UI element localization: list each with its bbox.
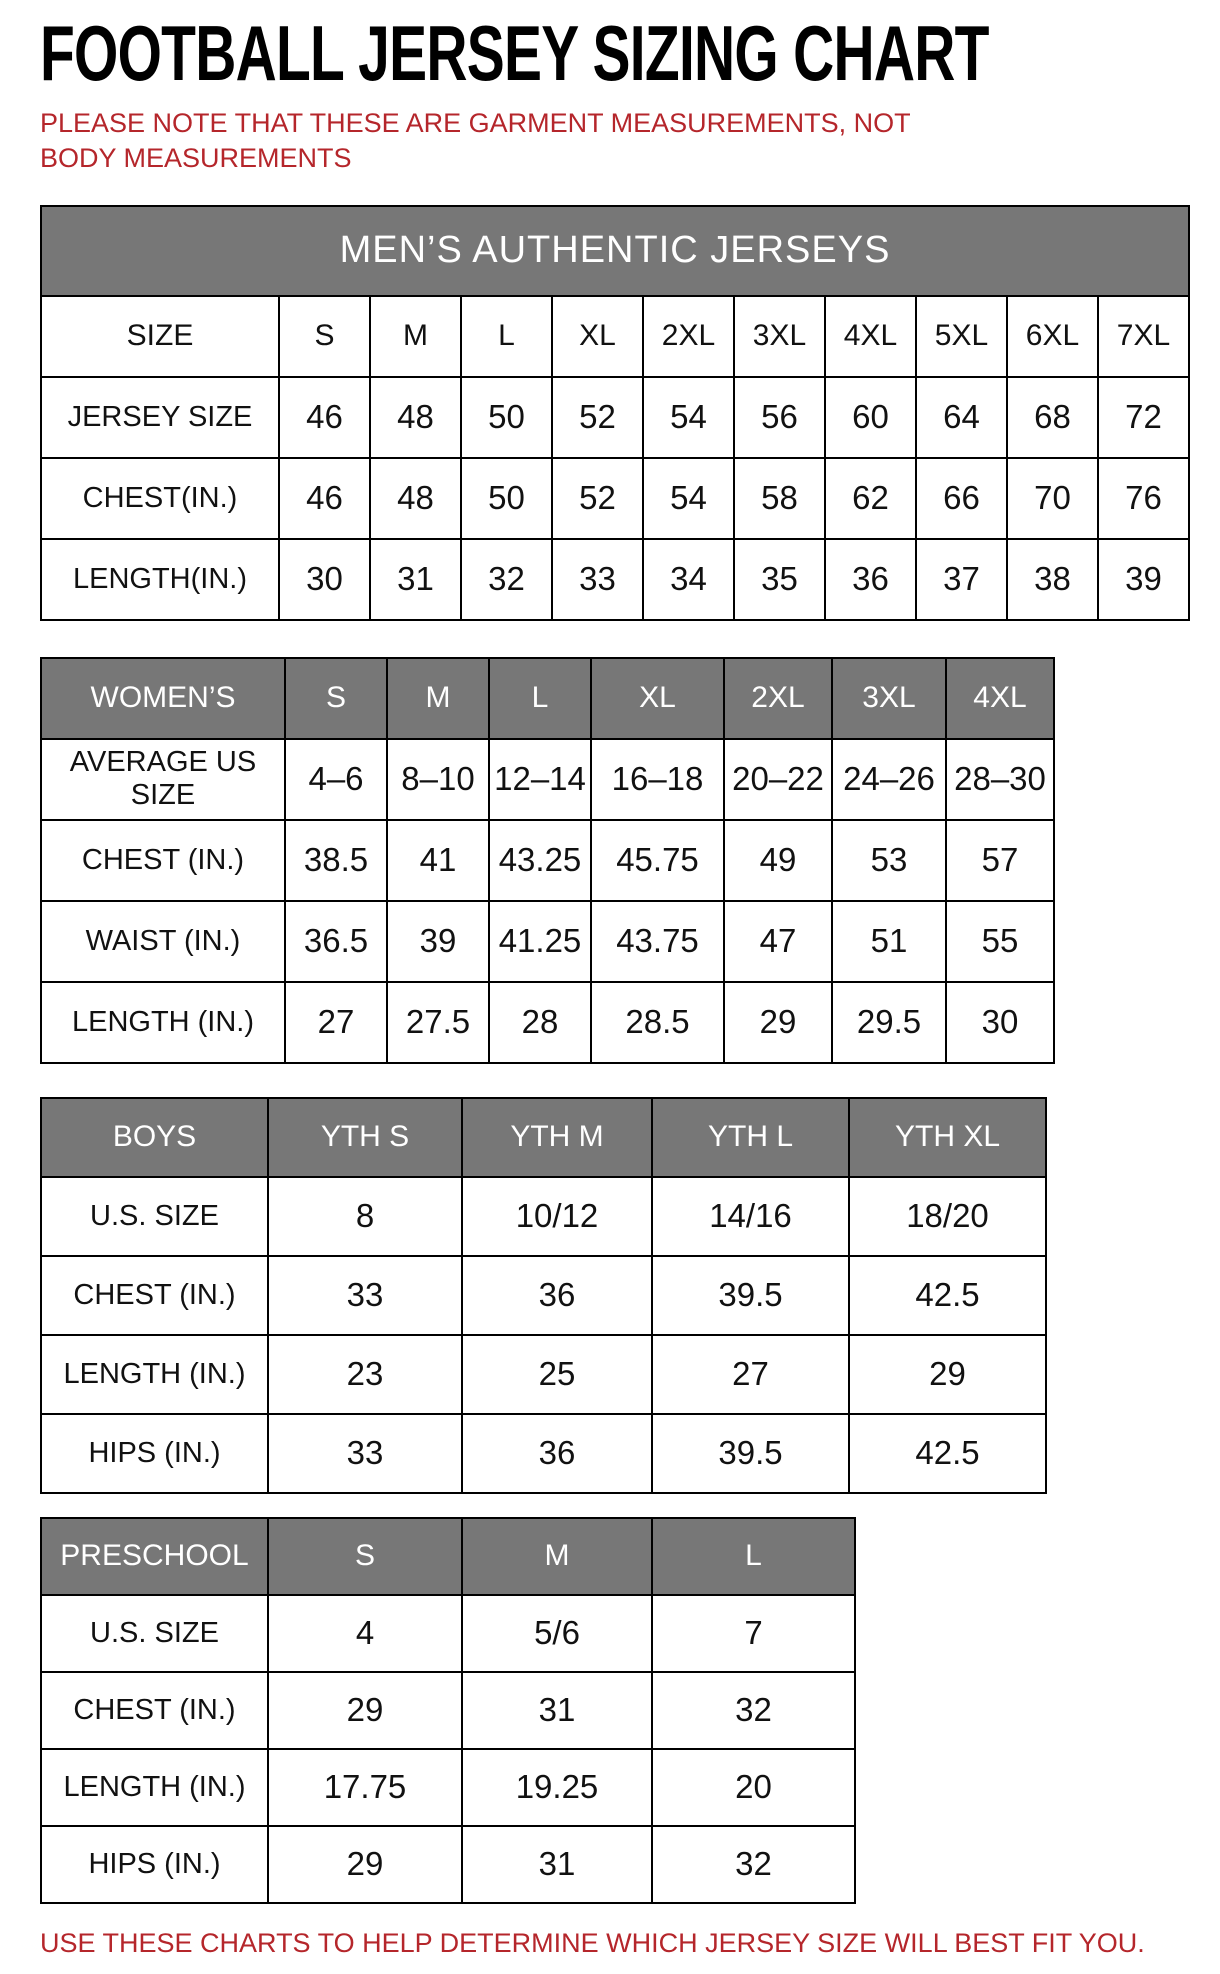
value-cell: 38.5 [285, 820, 387, 901]
table-row [41, 820, 1054, 901]
garment-measurement-note: PLEASE NOTE THAT THESE ARE GARMENT MEASUREMENTS, NOT BODY MEASUREMENTS [40, 107, 911, 174]
column-header: S [285, 658, 387, 739]
value-cell: 19.25 [462, 1749, 652, 1826]
value-cell: 70 [1007, 458, 1098, 539]
value-cell: 34 [643, 539, 734, 620]
table-row [41, 901, 1054, 982]
table-row [41, 1256, 1046, 1335]
value-cell: 28 [489, 982, 591, 1063]
value-cell: 8–10 [387, 739, 489, 820]
column-header: 3XL [832, 658, 946, 739]
value-cell: 51 [832, 901, 946, 982]
row-label: U.S. SIZE [41, 1595, 268, 1672]
value-cell: 31 [462, 1826, 652, 1903]
column-header: M [387, 658, 489, 739]
row-label: CHEST(IN.) [41, 458, 279, 539]
table-header-label: PRESCHOOL [41, 1518, 268, 1595]
value-cell: 29 [724, 982, 832, 1063]
value-cell: 39 [387, 901, 489, 982]
value-cell: 30 [946, 982, 1054, 1063]
value-cell: 36 [462, 1414, 652, 1493]
column-header: 4XL [825, 296, 916, 377]
column-header: YTH XL [849, 1098, 1046, 1177]
value-cell: 28.5 [591, 982, 724, 1063]
mens-authentic-jerseys-table [40, 205, 1190, 621]
table-row [41, 1414, 1046, 1493]
column-header: 3XL [734, 296, 825, 377]
column-header: 2XL [643, 296, 734, 377]
row-label: LENGTH (IN.) [41, 1335, 268, 1414]
value-cell: 37 [916, 539, 1007, 620]
value-cell: 29 [268, 1826, 462, 1903]
column-header: XL [591, 658, 724, 739]
column-header: YTH S [268, 1098, 462, 1177]
column-header: 6XL [1007, 296, 1098, 377]
value-cell: 62 [825, 458, 916, 539]
table-banner: MEN’S AUTHENTIC JERSEYS [41, 206, 1189, 296]
row-label: WAIST (IN.) [41, 901, 285, 982]
value-cell: 25 [462, 1335, 652, 1414]
table-header-label: WOMEN’S [41, 658, 285, 739]
value-cell: 46 [279, 377, 370, 458]
value-cell: 49 [724, 820, 832, 901]
table-row [41, 1595, 855, 1672]
value-cell: 52 [552, 458, 643, 539]
row-label: HIPS (IN.) [41, 1414, 268, 1493]
value-cell: 33 [268, 1256, 462, 1335]
row-label: JERSEY SIZE [41, 377, 279, 458]
row-label: LENGTH(IN.) [41, 539, 279, 620]
value-cell: 66 [916, 458, 1007, 539]
value-cell: 7 [652, 1595, 855, 1672]
value-cell: 43.25 [489, 820, 591, 901]
value-cell: 30 [279, 539, 370, 620]
column-header: 5XL [916, 296, 1007, 377]
value-cell: 28–30 [946, 739, 1054, 820]
column-header: S [268, 1518, 462, 1595]
value-cell: 36.5 [285, 901, 387, 982]
boys-sizing-table [40, 1097, 1047, 1494]
value-cell: 53 [832, 820, 946, 901]
table-row [41, 377, 1189, 458]
value-cell: 23 [268, 1335, 462, 1414]
column-header: 4XL [946, 658, 1054, 739]
table-header-label: SIZE [41, 296, 279, 377]
column-header: YTH L [652, 1098, 849, 1177]
value-cell: 48 [370, 377, 461, 458]
column-header: M [462, 1518, 652, 1595]
column-header: L [461, 296, 552, 377]
value-cell: 39.5 [652, 1256, 849, 1335]
value-cell: 43.75 [591, 901, 724, 982]
row-label: CHEST (IN.) [41, 1672, 268, 1749]
value-cell: 41 [387, 820, 489, 901]
value-cell: 12–14 [489, 739, 591, 820]
value-cell: 32 [461, 539, 552, 620]
value-cell: 32 [652, 1672, 855, 1749]
row-label: AVERAGE US SIZE [41, 739, 285, 820]
row-label: CHEST (IN.) [41, 1256, 268, 1335]
value-cell: 27.5 [387, 982, 489, 1063]
row-label: HIPS (IN.) [41, 1826, 268, 1903]
value-cell: 68 [1007, 377, 1098, 458]
value-cell: 46 [279, 458, 370, 539]
value-cell: 50 [461, 377, 552, 458]
value-cell: 29.5 [832, 982, 946, 1063]
column-header: M [370, 296, 461, 377]
table-header-label: BOYS [41, 1098, 268, 1177]
value-cell: 4 [268, 1595, 462, 1672]
table-banner-row [41, 206, 1189, 296]
value-cell: 29 [849, 1335, 1046, 1414]
value-cell: 36 [825, 539, 916, 620]
value-cell: 50 [461, 458, 552, 539]
column-header: L [652, 1518, 855, 1595]
value-cell: 36 [462, 1256, 652, 1335]
table-header-row [41, 1518, 855, 1595]
value-cell: 4–6 [285, 739, 387, 820]
row-label: CHEST (IN.) [41, 820, 285, 901]
value-cell: 39.5 [652, 1414, 849, 1493]
value-cell: 17.75 [268, 1749, 462, 1826]
value-cell: 55 [946, 901, 1054, 982]
value-cell: 32 [652, 1826, 855, 1903]
value-cell: 27 [652, 1335, 849, 1414]
row-label: LENGTH (IN.) [41, 982, 285, 1063]
table-row [41, 739, 1054, 820]
table-row [41, 458, 1189, 539]
value-cell: 41.25 [489, 901, 591, 982]
table-row [41, 1177, 1046, 1256]
value-cell: 56 [734, 377, 825, 458]
table-row [41, 1749, 855, 1826]
value-cell: 33 [552, 539, 643, 620]
womens-sizing-table [40, 657, 1055, 1064]
value-cell: 5/6 [462, 1595, 652, 1672]
fit-advice-footer: USE THESE CHARTS TO HELP DETERMINE WHICH JERSEY SIZE WILL BEST FIT YOU. [40, 1927, 1145, 1958]
table-header-row [41, 658, 1054, 739]
value-cell: 64 [916, 377, 1007, 458]
row-label: U.S. SIZE [41, 1177, 268, 1256]
value-cell: 48 [370, 458, 461, 539]
value-cell: 29 [268, 1672, 462, 1749]
value-cell: 35 [734, 539, 825, 620]
page-title: FOOTBALL JERSEY SIZING CHART [40, 9, 989, 97]
column-header: XL [552, 296, 643, 377]
value-cell: 54 [643, 377, 734, 458]
value-cell: 31 [370, 539, 461, 620]
row-label: LENGTH (IN.) [41, 1749, 268, 1826]
value-cell: 39 [1098, 539, 1189, 620]
value-cell: 31 [462, 1672, 652, 1749]
column-header: S [279, 296, 370, 377]
table-header-row [41, 1098, 1046, 1177]
column-header: 7XL [1098, 296, 1189, 377]
table-row [41, 1335, 1046, 1414]
value-cell: 54 [643, 458, 734, 539]
value-cell: 58 [734, 458, 825, 539]
value-cell: 20–22 [724, 739, 832, 820]
value-cell: 16–18 [591, 739, 724, 820]
value-cell: 52 [552, 377, 643, 458]
preschool-sizing-table [40, 1517, 856, 1904]
table-row [41, 539, 1189, 620]
column-header: L [489, 658, 591, 739]
value-cell: 72 [1098, 377, 1189, 458]
value-cell: 8 [268, 1177, 462, 1256]
value-cell: 42.5 [849, 1414, 1046, 1493]
value-cell: 42.5 [849, 1256, 1046, 1335]
value-cell: 45.75 [591, 820, 724, 901]
column-header: 2XL [724, 658, 832, 739]
value-cell: 60 [825, 377, 916, 458]
value-cell: 18/20 [849, 1177, 1046, 1256]
value-cell: 47 [724, 901, 832, 982]
value-cell: 24–26 [832, 739, 946, 820]
table-row [41, 1826, 855, 1903]
value-cell: 10/12 [462, 1177, 652, 1256]
value-cell: 14/16 [652, 1177, 849, 1256]
value-cell: 76 [1098, 458, 1189, 539]
value-cell: 33 [268, 1414, 462, 1493]
value-cell: 20 [652, 1749, 855, 1826]
table-row [41, 982, 1054, 1063]
value-cell: 38 [1007, 539, 1098, 620]
value-cell: 57 [946, 820, 1054, 901]
value-cell: 27 [285, 982, 387, 1063]
column-header: YTH M [462, 1098, 652, 1177]
table-header-row [41, 296, 1189, 377]
table-row [41, 1672, 855, 1749]
